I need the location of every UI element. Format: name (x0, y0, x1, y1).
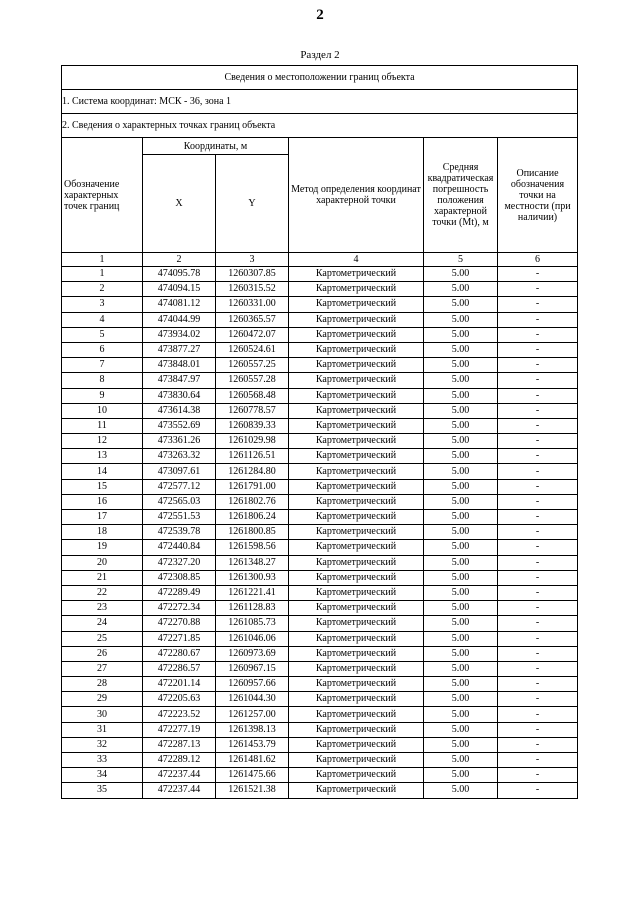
x-coord-cell: 472237.44 (143, 768, 216, 783)
x-coord-cell: 474081.12 (143, 297, 216, 312)
y-coord-cell: 1261806.24 (216, 510, 289, 525)
x-coord-cell: 472308.85 (143, 570, 216, 585)
x-coord-cell: 474095.78 (143, 267, 216, 282)
error-cell: 5.00 (424, 388, 498, 403)
x-coord-cell: 472289.49 (143, 585, 216, 600)
point-id-cell: 14 (62, 464, 143, 479)
header-description: Описание обозначения точки на местности (при наличии) (498, 138, 578, 253)
method-cell: Картометрический (289, 661, 424, 676)
x-coord-cell: 473847.97 (143, 373, 216, 388)
method-cell: Картометрический (289, 616, 424, 631)
point-id-cell: 34 (62, 768, 143, 783)
method-cell: Картометрический (289, 297, 424, 312)
header-error: Средняя квадратическая погрешность положения характерной точки (Mt), м (424, 138, 498, 253)
point-id-cell: 7 (62, 358, 143, 373)
error-cell: 5.00 (424, 646, 498, 661)
point-id-cell: 16 (62, 494, 143, 509)
description-cell: - (498, 434, 578, 449)
description-cell: - (498, 494, 578, 509)
point-id-cell: 12 (62, 434, 143, 449)
method-cell: Картометрический (289, 631, 424, 646)
x-coord-cell: 472205.63 (143, 692, 216, 707)
method-cell: Картометрический (289, 585, 424, 600)
point-id-cell: 33 (62, 753, 143, 768)
x-coord-cell: 472289.12 (143, 753, 216, 768)
method-cell: Картометрический (289, 327, 424, 342)
x-coord-cell: 473614.38 (143, 403, 216, 418)
error-cell: 5.00 (424, 737, 498, 752)
table-row (62, 267, 578, 282)
x-coord-cell: 472577.12 (143, 479, 216, 494)
point-id-cell: 27 (62, 661, 143, 676)
table-row (62, 692, 578, 707)
method-cell: Картометрический (289, 677, 424, 692)
x-coord-cell: 473263.32 (143, 449, 216, 464)
description-cell: - (498, 768, 578, 783)
error-cell: 5.00 (424, 464, 498, 479)
description-cell: - (498, 722, 578, 737)
x-coord-cell: 472272.34 (143, 601, 216, 616)
method-cell: Картометрический (289, 525, 424, 540)
x-coord-cell: 472271.85 (143, 631, 216, 646)
method-cell: Картометрический (289, 403, 424, 418)
x-coord-cell: 472327.20 (143, 555, 216, 570)
method-cell: Картометрический (289, 267, 424, 282)
table-row (62, 753, 578, 768)
y-coord-cell: 1260778.57 (216, 403, 289, 418)
y-coord-cell: 1261348.27 (216, 555, 289, 570)
y-coord-cell: 1261085.73 (216, 616, 289, 631)
point-id-cell: 21 (62, 570, 143, 585)
y-coord-cell: 1260839.33 (216, 418, 289, 433)
table-row (62, 585, 578, 600)
column-number: 1 (62, 253, 143, 267)
point-id-cell: 19 (62, 540, 143, 555)
error-cell: 5.00 (424, 601, 498, 616)
error-cell: 5.00 (424, 631, 498, 646)
page-number: 2 (316, 7, 324, 23)
description-cell: - (498, 692, 578, 707)
error-cell: 5.00 (424, 494, 498, 509)
method-cell: Картометрический (289, 570, 424, 585)
table-row (62, 661, 578, 676)
method-cell: Картометрический (289, 434, 424, 449)
error-cell: 5.00 (424, 707, 498, 722)
method-cell: Картометрический (289, 358, 424, 373)
x-coord-cell: 472551.53 (143, 510, 216, 525)
error-cell: 5.00 (424, 585, 498, 600)
y-coord-cell: 1261046.06 (216, 631, 289, 646)
x-coord-cell: 473848.01 (143, 358, 216, 373)
table-row (62, 434, 578, 449)
point-id-cell: 6 (62, 342, 143, 357)
y-coord-cell: 1261126.51 (216, 449, 289, 464)
x-coord-cell: 474044.99 (143, 312, 216, 327)
table-row (62, 418, 578, 433)
boundary-points-table (61, 65, 578, 799)
table-row (62, 616, 578, 631)
table-row (62, 783, 578, 798)
x-coord-cell: 472286.57 (143, 661, 216, 676)
method-cell: Картометрический (289, 312, 424, 327)
error-cell: 5.00 (424, 479, 498, 494)
method-cell: Картометрический (289, 449, 424, 464)
y-coord-cell: 1261800.85 (216, 525, 289, 540)
point-id-cell: 28 (62, 677, 143, 692)
description-cell: - (498, 342, 578, 357)
y-coord-cell: 1261221.41 (216, 585, 289, 600)
x-coord-cell: 472237.44 (143, 783, 216, 798)
method-cell: Картометрический (289, 373, 424, 388)
description-cell: - (498, 449, 578, 464)
y-coord-cell: 1261598.56 (216, 540, 289, 555)
header-x: X (143, 155, 216, 253)
table-row (62, 282, 578, 297)
column-number: 2 (143, 253, 216, 267)
method-cell: Картометрический (289, 707, 424, 722)
description-cell: - (498, 601, 578, 616)
table-row (62, 525, 578, 540)
description-cell: - (498, 783, 578, 798)
y-coord-cell: 1260957.66 (216, 677, 289, 692)
x-coord-cell: 473934.02 (143, 327, 216, 342)
description-cell: - (498, 585, 578, 600)
section-title: Раздел 2 (300, 49, 340, 61)
column-number: 3 (216, 253, 289, 267)
error-cell: 5.00 (424, 434, 498, 449)
method-cell: Картометрический (289, 692, 424, 707)
table-row (62, 327, 578, 342)
error-cell: 5.00 (424, 312, 498, 327)
x-coord-cell: 473877.27 (143, 342, 216, 357)
point-id-cell: 11 (62, 418, 143, 433)
point-id-cell: 35 (62, 783, 143, 798)
point-id-cell: 17 (62, 510, 143, 525)
column-number-row (62, 253, 578, 267)
x-coord-cell: 472565.03 (143, 494, 216, 509)
description-cell: - (498, 282, 578, 297)
y-coord-cell: 1261481.62 (216, 753, 289, 768)
method-cell: Картометрический (289, 783, 424, 798)
y-coord-cell: 1261128.83 (216, 601, 289, 616)
coord-system-line: 1. Система координат: МСК - 36, зона 1 (62, 90, 578, 114)
y-coord-cell: 1260307.85 (216, 267, 289, 282)
method-cell: Картометрический (289, 282, 424, 297)
error-cell: 5.00 (424, 373, 498, 388)
description-cell: - (498, 297, 578, 312)
point-id-cell: 31 (62, 722, 143, 737)
point-id-cell: 8 (62, 373, 143, 388)
table-row (62, 540, 578, 555)
method-cell: Картометрический (289, 722, 424, 737)
y-coord-cell: 1261257.00 (216, 707, 289, 722)
y-coord-cell: 1260568.48 (216, 388, 289, 403)
y-coord-cell: 1260557.25 (216, 358, 289, 373)
x-coord-cell: 472287.13 (143, 737, 216, 752)
description-cell: - (498, 661, 578, 676)
table-row (62, 601, 578, 616)
table-row (62, 342, 578, 357)
point-id-cell: 13 (62, 449, 143, 464)
point-id-cell: 5 (62, 327, 143, 342)
description-cell: - (498, 388, 578, 403)
table-row (62, 464, 578, 479)
x-coord-cell: 472270.88 (143, 616, 216, 631)
error-cell: 5.00 (424, 677, 498, 692)
table-row (62, 707, 578, 722)
error-cell: 5.00 (424, 510, 498, 525)
error-cell: 5.00 (424, 570, 498, 585)
table-row (62, 722, 578, 737)
point-id-cell: 15 (62, 479, 143, 494)
error-cell: 5.00 (424, 358, 498, 373)
description-cell: - (498, 646, 578, 661)
method-cell: Картометрический (289, 601, 424, 616)
table-row (62, 297, 578, 312)
table-row (62, 737, 578, 752)
y-coord-cell: 1260967.15 (216, 661, 289, 676)
table-row (62, 646, 578, 661)
x-coord-cell: 472280.67 (143, 646, 216, 661)
error-cell: 5.00 (424, 449, 498, 464)
y-coord-cell: 1260524.61 (216, 342, 289, 357)
x-coord-cell: 472223.52 (143, 707, 216, 722)
error-cell: 5.00 (424, 753, 498, 768)
y-coord-cell: 1261475.66 (216, 768, 289, 783)
error-cell: 5.00 (424, 327, 498, 342)
point-id-cell: 18 (62, 525, 143, 540)
description-cell: - (498, 312, 578, 327)
y-coord-cell: 1261453.79 (216, 737, 289, 752)
error-cell: 5.00 (424, 418, 498, 433)
description-cell: - (498, 616, 578, 631)
method-cell: Картометрический (289, 753, 424, 768)
y-coord-cell: 1260365.57 (216, 312, 289, 327)
column-number: 4 (289, 253, 424, 267)
table-row (62, 494, 578, 509)
method-cell: Картометрический (289, 510, 424, 525)
y-coord-cell: 1260331.00 (216, 297, 289, 312)
point-id-cell: 23 (62, 601, 143, 616)
table-title: Сведения о местоположении границ объекта (62, 66, 578, 90)
y-coord-cell: 1260973.69 (216, 646, 289, 661)
method-cell: Картометрический (289, 555, 424, 570)
error-cell: 5.00 (424, 661, 498, 676)
error-cell: 5.00 (424, 540, 498, 555)
description-cell: - (498, 464, 578, 479)
y-coord-cell: 1261521.38 (216, 783, 289, 798)
error-cell: 5.00 (424, 783, 498, 798)
method-cell: Картометрический (289, 479, 424, 494)
x-coord-cell: 473097.61 (143, 464, 216, 479)
point-id-cell: 24 (62, 616, 143, 631)
description-cell: - (498, 737, 578, 752)
table-row (62, 373, 578, 388)
point-id-cell: 4 (62, 312, 143, 327)
y-coord-cell: 1261284.80 (216, 464, 289, 479)
description-cell: - (498, 677, 578, 692)
description-cell: - (498, 540, 578, 555)
method-cell: Картометрический (289, 494, 424, 509)
description-cell: - (498, 418, 578, 433)
description-cell: - (498, 707, 578, 722)
table-row (62, 510, 578, 525)
table-row (62, 449, 578, 464)
method-cell: Картометрический (289, 540, 424, 555)
y-coord-cell: 1260472.07 (216, 327, 289, 342)
x-coord-cell: 473830.64 (143, 388, 216, 403)
error-cell: 5.00 (424, 722, 498, 737)
header-method: Метод определения координат характерной точки (289, 138, 424, 253)
table-row (62, 555, 578, 570)
table-row (62, 479, 578, 494)
y-coord-cell: 1260557.28 (216, 373, 289, 388)
description-cell: - (498, 631, 578, 646)
point-id-cell: 32 (62, 737, 143, 752)
header-coords: Координаты, м (143, 138, 289, 155)
table-row (62, 631, 578, 646)
point-id-cell: 9 (62, 388, 143, 403)
method-cell: Картометрический (289, 388, 424, 403)
table-row (62, 677, 578, 692)
description-cell: - (498, 510, 578, 525)
x-coord-cell: 473361.26 (143, 434, 216, 449)
table-row (62, 768, 578, 783)
error-cell: 5.00 (424, 616, 498, 631)
point-id-cell: 2 (62, 282, 143, 297)
point-id-cell: 10 (62, 403, 143, 418)
description-cell: - (498, 555, 578, 570)
description-cell: - (498, 570, 578, 585)
description-cell: - (498, 358, 578, 373)
x-coord-cell: 472440.84 (143, 540, 216, 555)
y-coord-cell: 1261029.98 (216, 434, 289, 449)
column-number: 6 (498, 253, 578, 267)
description-cell: - (498, 403, 578, 418)
table-row (62, 358, 578, 373)
description-cell: - (498, 327, 578, 342)
method-cell: Картометрический (289, 464, 424, 479)
point-id-cell: 25 (62, 631, 143, 646)
table-row (62, 570, 578, 585)
x-coord-cell: 472201.14 (143, 677, 216, 692)
header-designation: Обозначение характерных точек границ (62, 138, 143, 253)
error-cell: 5.00 (424, 267, 498, 282)
method-cell: Картометрический (289, 737, 424, 752)
point-id-cell: 26 (62, 646, 143, 661)
x-coord-cell: 474094.15 (143, 282, 216, 297)
table-row (62, 312, 578, 327)
point-id-cell: 22 (62, 585, 143, 600)
column-number: 5 (424, 253, 498, 267)
y-coord-cell: 1261044.30 (216, 692, 289, 707)
header-y: Y (216, 155, 289, 253)
point-id-cell: 3 (62, 297, 143, 312)
table-row (62, 403, 578, 418)
error-cell: 5.00 (424, 555, 498, 570)
description-cell: - (498, 267, 578, 282)
error-cell: 5.00 (424, 282, 498, 297)
y-coord-cell: 1260315.52 (216, 282, 289, 297)
y-coord-cell: 1261300.93 (216, 570, 289, 585)
method-cell: Картометрический (289, 418, 424, 433)
method-cell: Картометрический (289, 768, 424, 783)
table-row (62, 388, 578, 403)
description-cell: - (498, 479, 578, 494)
method-cell: Картометрический (289, 342, 424, 357)
error-cell: 5.00 (424, 768, 498, 783)
y-coord-cell: 1261791.00 (216, 479, 289, 494)
error-cell: 5.00 (424, 297, 498, 312)
point-id-cell: 1 (62, 267, 143, 282)
error-cell: 5.00 (424, 525, 498, 540)
x-coord-cell: 472277.19 (143, 722, 216, 737)
point-id-cell: 30 (62, 707, 143, 722)
y-coord-cell: 1261398.13 (216, 722, 289, 737)
x-coord-cell: 472539.78 (143, 525, 216, 540)
point-id-cell: 20 (62, 555, 143, 570)
description-cell: - (498, 525, 578, 540)
x-coord-cell: 473552.69 (143, 418, 216, 433)
error-cell: 5.00 (424, 692, 498, 707)
points-section-title: 2. Сведения о характерных точках границ объекта (62, 114, 578, 138)
error-cell: 5.00 (424, 403, 498, 418)
method-cell: Картометрический (289, 646, 424, 661)
description-cell: - (498, 753, 578, 768)
error-cell: 5.00 (424, 342, 498, 357)
y-coord-cell: 1261802.76 (216, 494, 289, 509)
point-id-cell: 29 (62, 692, 143, 707)
description-cell: - (498, 373, 578, 388)
